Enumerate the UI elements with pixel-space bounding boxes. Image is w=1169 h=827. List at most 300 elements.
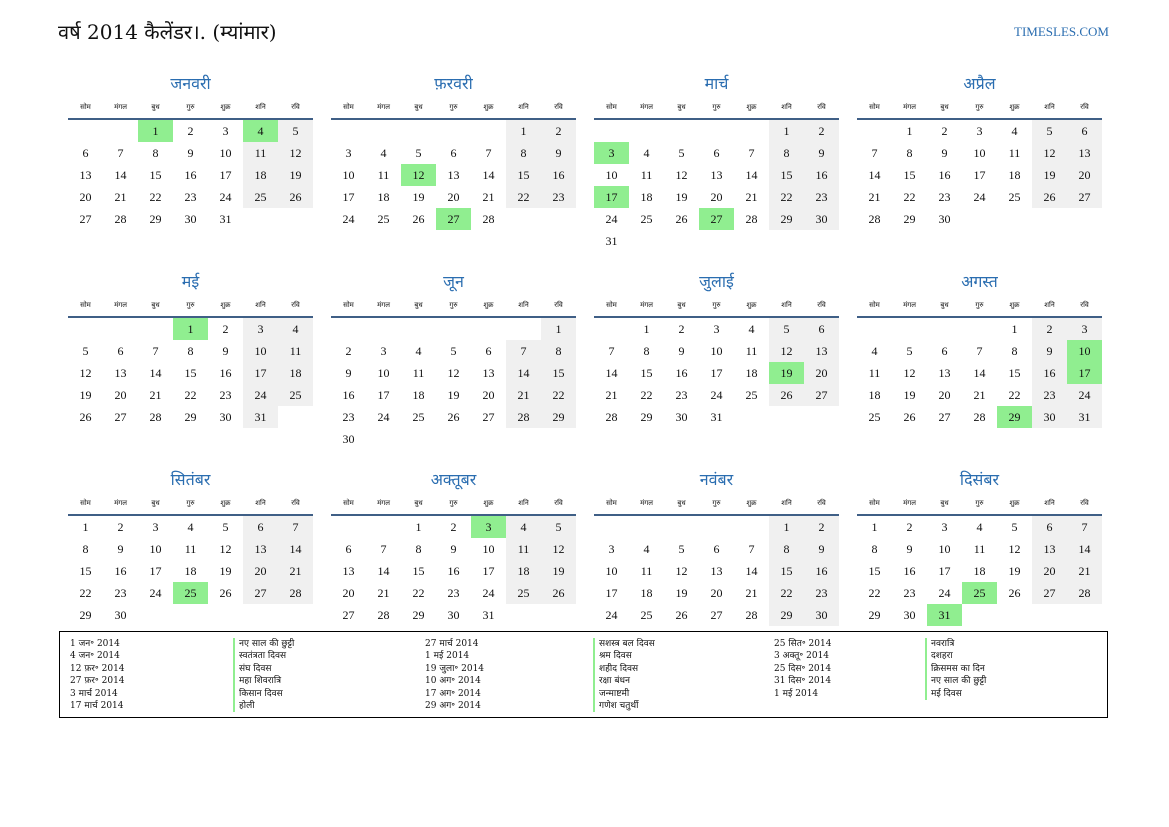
day-cell: 8 — [415, 542, 422, 556]
legend-holiday-name: नवरात्रि — [931, 639, 955, 649]
day-cell: 25 — [640, 212, 653, 226]
empty-cell — [664, 120, 699, 142]
day-cell: 9 — [187, 146, 194, 160]
day-cell: 29 — [769, 604, 804, 626]
weekday-label: गुरु — [186, 499, 195, 507]
day-cell: 18 — [640, 586, 653, 600]
day-cell: 15 — [79, 564, 92, 578]
day-cell: 23 — [675, 388, 688, 402]
day-cell: 14 — [377, 564, 390, 578]
day-cell: 1 — [138, 120, 173, 142]
empty-cell — [664, 516, 699, 538]
day-grid — [594, 516, 839, 626]
day-cell: 1 — [769, 516, 804, 538]
weekday-label: रवि — [817, 103, 826, 111]
day-cell: 26 — [675, 608, 688, 622]
weekday-label: सोम — [869, 301, 880, 309]
weekday-header — [331, 96, 576, 120]
day-cell: 23 — [938, 190, 951, 204]
day-cell: 25 — [506, 582, 541, 604]
legend-date: 1 जन॰ 2014 — [70, 639, 120, 649]
day-cell: 9 — [804, 142, 839, 164]
day-cell: 24 — [219, 190, 232, 204]
day-cell: 1 — [506, 120, 541, 142]
day-cell: 24 — [342, 212, 355, 226]
weekday-label: गुरु — [712, 499, 721, 507]
day-cell: 31 — [482, 608, 495, 622]
day-cell: 5 — [222, 520, 229, 534]
weekday-label: मंगल — [114, 301, 127, 309]
day-cell: 17 — [243, 362, 278, 384]
day-cell: 23 — [804, 186, 839, 208]
day-cell: 5 — [769, 318, 804, 340]
day-cell: 25 — [868, 410, 881, 424]
day-cell: 4 — [278, 318, 313, 340]
day-cell: 30 — [804, 604, 839, 626]
weekday-label: शनि — [518, 301, 529, 309]
day-cell: 19 — [769, 362, 804, 384]
day-cell: 11 — [184, 542, 197, 556]
weekday-label: रवि — [817, 499, 826, 507]
legend-date: 1 मई 2014 — [425, 651, 470, 662]
month-block — [68, 270, 313, 468]
day-cell: 17 — [605, 586, 618, 600]
weekday-label: मंगल — [640, 301, 653, 309]
day-cell: 24 — [710, 388, 723, 402]
weekday-label: मंगल — [903, 499, 916, 507]
day-cell: 5 — [906, 344, 913, 358]
day-cell: 4 — [380, 146, 387, 160]
day-cell: 23 — [447, 586, 460, 600]
day-cell: 5 — [678, 542, 685, 556]
day-cell: 27 — [1067, 186, 1102, 208]
weekday-label: बुध — [414, 499, 423, 507]
day-cell: 6 — [450, 146, 457, 160]
day-cell: 3 — [713, 322, 720, 336]
empty-cell — [366, 120, 401, 142]
day-cell: 28 — [745, 212, 758, 226]
weekday-label: रवि — [1080, 103, 1089, 111]
month-block — [331, 72, 576, 270]
day-cell: 8 — [769, 538, 804, 560]
day-cell: 20 — [710, 190, 723, 204]
day-cell: 10 — [605, 168, 618, 182]
day-cell: 3 — [976, 124, 983, 138]
day-grid — [68, 318, 313, 428]
weekday-header — [857, 492, 1102, 516]
day-cell: 30 — [184, 212, 197, 226]
empty-cell — [471, 318, 506, 340]
day-cell: 21 — [377, 586, 390, 600]
day-cell: 2 — [804, 120, 839, 142]
day-grid — [331, 120, 576, 230]
day-cell: 16 — [541, 164, 576, 186]
day-cell: 5 — [415, 146, 422, 160]
empty-cell — [331, 516, 366, 538]
day-cell: 11 — [1008, 146, 1021, 160]
legend-name-column — [233, 638, 294, 712]
legend-holiday-name: स्वतंत्रता दिवस — [239, 651, 287, 662]
day-cell: 16 — [342, 388, 355, 402]
legend-date: 27 मार्च 2014 — [425, 639, 479, 649]
day-cell: 27 — [114, 410, 127, 424]
legend-date: 19 जुला॰ 2014 — [425, 663, 485, 674]
weekday-label: सोम — [869, 499, 880, 507]
legend-date: 29 अग॰ 2014 — [425, 701, 481, 712]
day-cell: 17 — [149, 564, 162, 578]
day-cell: 18 — [184, 564, 197, 578]
weekday-label: बुध — [677, 103, 686, 111]
day-cell: 17 — [938, 564, 951, 578]
legend-holiday-name: होली — [239, 701, 255, 712]
weekday-label: शुक्र — [1009, 301, 1020, 309]
empty-cell — [699, 516, 734, 538]
day-cell: 26 — [903, 410, 916, 424]
weekday-label: बुध — [151, 499, 160, 507]
day-cell: 13 — [1032, 538, 1067, 560]
day-cell: 14 — [482, 168, 495, 182]
day-cell: 7 — [608, 344, 615, 358]
day-cell: 28 — [745, 608, 758, 622]
day-cell: 12 — [401, 164, 436, 186]
day-cell: 27 — [482, 410, 495, 424]
day-cell: 1 — [1011, 322, 1018, 336]
weekday-header — [68, 294, 313, 318]
legend-holiday-name: क्रिसमस का दिन — [931, 663, 985, 674]
day-cell: 23 — [219, 388, 232, 402]
day-grid — [857, 516, 1102, 626]
weekday-label: मंगल — [114, 103, 127, 111]
day-cell: 18 — [868, 388, 881, 402]
day-cell: 12 — [219, 542, 232, 556]
month-name: दिसंबर — [959, 470, 1000, 489]
day-cell: 13 — [1067, 142, 1102, 164]
day-cell: 6 — [243, 516, 278, 538]
weekday-label: मंगल — [903, 103, 916, 111]
empty-cell — [594, 516, 629, 538]
day-cell: 24 — [482, 586, 495, 600]
day-cell: 17 — [710, 366, 723, 380]
empty-cell — [436, 120, 471, 142]
weekday-label: रवि — [1080, 499, 1089, 507]
day-cell: 17 — [973, 168, 986, 182]
day-cell: 25 — [962, 582, 997, 604]
day-cell: 27 — [342, 608, 355, 622]
day-cell: 3 — [380, 344, 387, 358]
day-cell: 30 — [804, 208, 839, 230]
month-name: अगस्त — [961, 272, 998, 291]
day-cell: 15 — [149, 168, 162, 182]
weekday-header — [331, 294, 576, 318]
legend-date: 10 अग॰ 2014 — [425, 676, 481, 687]
weekday-label: सोम — [80, 103, 91, 111]
day-cell: 29 — [412, 608, 425, 622]
day-cell: 10 — [482, 542, 495, 556]
day-cell: 2 — [345, 344, 352, 358]
empty-cell — [734, 516, 769, 538]
day-cell: 6 — [713, 146, 720, 160]
day-cell: 2 — [450, 520, 457, 534]
weekday-label: शनि — [255, 103, 266, 111]
day-cell: 27 — [938, 410, 951, 424]
empty-cell — [699, 120, 734, 142]
day-cell: 31 — [1067, 406, 1102, 428]
day-cell: 10 — [1067, 340, 1102, 362]
day-cell: 27 — [710, 608, 723, 622]
weekday-label: मंगल — [640, 103, 653, 111]
day-cell: 26 — [541, 582, 576, 604]
day-cell: 6 — [713, 542, 720, 556]
weekday-label: रवि — [817, 301, 826, 309]
day-cell: 2 — [117, 520, 124, 534]
day-cell: 1 — [871, 520, 878, 534]
empty-cell — [68, 318, 103, 340]
day-cell: 19 — [903, 388, 916, 402]
day-cell: 7 — [748, 542, 755, 556]
day-cell: 14 — [114, 168, 127, 182]
day-cell: 6 — [485, 344, 492, 358]
day-cell: 28 — [868, 212, 881, 226]
day-cell: 4 — [243, 120, 278, 142]
day-cell: 20 — [342, 586, 355, 600]
day-cell: 21 — [114, 190, 127, 204]
legend-holiday-name: संघ दिवस — [239, 663, 272, 674]
weekday-label: रवि — [291, 499, 300, 507]
day-cell: 3 — [152, 520, 159, 534]
day-cell: 23 — [541, 186, 576, 208]
weekday-label: बुध — [677, 499, 686, 507]
day-cell: 15 — [506, 164, 541, 186]
day-cell: 16 — [184, 168, 197, 182]
day-cell: 10 — [605, 564, 618, 578]
empty-cell — [594, 120, 629, 142]
day-cell: 22 — [769, 186, 804, 208]
day-grid — [68, 120, 313, 230]
day-cell: 20 — [804, 362, 839, 384]
month-name: जनवरी — [170, 74, 211, 93]
day-cell: 14 — [278, 538, 313, 560]
day-cell: 31 — [710, 410, 723, 424]
day-cell: 19 — [412, 190, 425, 204]
empty-cell — [331, 120, 366, 142]
day-cell: 9 — [222, 344, 229, 358]
day-cell: 20 — [79, 190, 92, 204]
weekday-header — [68, 96, 313, 120]
empty-cell — [138, 318, 173, 340]
legend-holiday-name: नए साल की छुट्टी — [239, 639, 295, 649]
day-cell: 25 — [278, 384, 313, 406]
day-cell: 16 — [804, 164, 839, 186]
day-cell: 16 — [804, 560, 839, 582]
day-cell: 2 — [541, 120, 576, 142]
legend-date: 4 जन॰ 2014 — [70, 651, 120, 662]
day-cell: 27 — [79, 212, 92, 226]
day-cell: 17 — [482, 564, 495, 578]
site-link[interactable]: TIMESLES.COM — [1014, 24, 1109, 39]
day-cell: 11 — [278, 340, 313, 362]
month-block — [857, 270, 1102, 468]
day-cell: 11 — [973, 542, 986, 556]
day-cell: 30 — [938, 212, 951, 226]
day-cell: 26 — [1032, 186, 1067, 208]
weekday-label: शुक्र — [483, 499, 494, 507]
day-cell: 6 — [804, 318, 839, 340]
day-cell: 30 — [219, 410, 232, 424]
weekday-label: मंगल — [640, 499, 653, 507]
month-name: अप्रैल — [963, 74, 996, 93]
day-cell: 24 — [605, 212, 618, 226]
day-cell: 21 — [1067, 560, 1102, 582]
day-cell: 23 — [114, 586, 127, 600]
day-cell: 27 — [699, 208, 734, 230]
day-cell: 16 — [938, 168, 951, 182]
day-cell: 13 — [482, 366, 495, 380]
empty-cell — [857, 120, 892, 142]
month-block — [594, 270, 839, 468]
day-cell: 8 — [906, 146, 913, 160]
day-cell: 1 — [82, 520, 89, 534]
month-block — [594, 72, 839, 270]
day-cell: 1 — [415, 520, 422, 534]
day-cell: 1 — [173, 318, 208, 340]
weekday-label: रवि — [291, 103, 300, 111]
day-cell: 19 — [675, 586, 688, 600]
day-cell: 18 — [278, 362, 313, 384]
day-cell: 22 — [149, 190, 162, 204]
day-cell: 6 — [1067, 120, 1102, 142]
day-cell: 2 — [804, 516, 839, 538]
day-cell: 22 — [541, 384, 576, 406]
day-cell: 21 — [506, 384, 541, 406]
day-cell: 16 — [219, 366, 232, 380]
day-cell: 28 — [482, 212, 495, 226]
day-cell: 23 — [1032, 384, 1067, 406]
day-cell: 22 — [769, 582, 804, 604]
empty-cell — [471, 120, 506, 142]
day-cell: 18 — [412, 388, 425, 402]
day-cell: 16 — [447, 564, 460, 578]
day-cell: 27 — [436, 208, 471, 230]
day-cell: 12 — [769, 340, 804, 362]
day-cell: 21 — [973, 388, 986, 402]
day-cell: 30 — [342, 432, 355, 446]
day-cell: 13 — [804, 340, 839, 362]
day-cell: 8 — [541, 340, 576, 362]
legend-date: 17 मार्च 2014 — [70, 701, 124, 712]
day-cell: 15 — [769, 164, 804, 186]
weekday-label: मंगल — [377, 301, 390, 309]
weekday-label: मंगल — [377, 499, 390, 507]
weekday-label: रवि — [554, 301, 563, 309]
weekday-label: गुरु — [186, 103, 195, 111]
day-cell: 30 — [447, 608, 460, 622]
weekday-header — [68, 492, 313, 516]
day-cell: 19 — [79, 388, 92, 402]
legend-date-column — [774, 638, 831, 700]
calendar-grid — [68, 72, 1102, 666]
day-cell: 25 — [377, 212, 390, 226]
empty-cell — [436, 318, 471, 340]
day-cell: 24 — [243, 384, 278, 406]
day-cell: 14 — [149, 366, 162, 380]
weekday-label: शनि — [255, 499, 266, 507]
day-cell: 7 — [485, 146, 492, 160]
day-cell: 6 — [345, 542, 352, 556]
legend-holiday-name: रक्षा बंधन — [599, 676, 630, 687]
weekday-label: बुध — [940, 301, 949, 309]
day-cell: 20 — [938, 388, 951, 402]
day-cell: 25 — [640, 608, 653, 622]
day-cell: 13 — [938, 366, 951, 380]
weekday-label: शुक्र — [1009, 103, 1020, 111]
day-cell: 3 — [243, 318, 278, 340]
day-cell: 18 — [973, 564, 986, 578]
day-grid — [331, 318, 576, 450]
day-cell: 26 — [278, 186, 313, 208]
day-cell: 15 — [1008, 366, 1021, 380]
day-cell: 12 — [447, 366, 460, 380]
weekday-label: शनि — [781, 499, 792, 507]
day-cell: 19 — [219, 564, 232, 578]
day-cell: 8 — [871, 542, 878, 556]
day-cell: 20 — [482, 388, 495, 402]
day-cell: 24 — [1067, 384, 1102, 406]
day-cell: 9 — [345, 366, 352, 380]
legend-date-column — [425, 638, 484, 712]
day-cell: 23 — [184, 190, 197, 204]
day-cell: 3 — [594, 142, 629, 164]
day-cell: 22 — [506, 186, 541, 208]
weekday-label: शुक्र — [746, 103, 757, 111]
day-grid — [857, 120, 1102, 230]
legend-holiday-name: जन्माष्टमी — [599, 688, 630, 699]
holiday-legend — [59, 631, 1108, 718]
day-cell: 16 — [675, 366, 688, 380]
day-cell: 4 — [1011, 124, 1018, 138]
day-cell: 31 — [243, 406, 278, 428]
day-cell: 29 — [640, 410, 653, 424]
legend-holiday-name: नए साल की छुट्टी — [931, 676, 987, 687]
weekday-label: गुरु — [186, 301, 195, 309]
day-cell: 14 — [745, 168, 758, 182]
day-cell: 11 — [412, 366, 425, 380]
day-cell: 22 — [79, 586, 92, 600]
empty-cell — [506, 318, 541, 340]
day-cell: 4 — [643, 542, 650, 556]
weekday-header — [857, 96, 1102, 120]
legend-date: 1 मई 2014 — [774, 688, 819, 699]
day-cell: 24 — [149, 586, 162, 600]
day-cell: 11 — [377, 168, 390, 182]
day-cell: 18 — [745, 366, 758, 380]
day-cell: 31 — [219, 212, 232, 226]
weekday-label: शनि — [1044, 301, 1055, 309]
day-cell: 1 — [643, 322, 650, 336]
empty-cell — [103, 318, 138, 340]
day-cell: 27 — [243, 582, 278, 604]
day-cell: 5 — [82, 344, 89, 358]
weekday-label: सोम — [869, 103, 880, 111]
day-cell: 4 — [506, 516, 541, 538]
day-cell: 12 — [1008, 542, 1021, 556]
day-cell: 26 — [79, 410, 92, 424]
day-cell: 18 — [243, 164, 278, 186]
day-cell: 13 — [710, 168, 723, 182]
day-cell: 16 — [903, 564, 916, 578]
day-cell: 11 — [506, 538, 541, 560]
day-cell: 7 — [1067, 516, 1102, 538]
day-cell: 26 — [219, 586, 232, 600]
